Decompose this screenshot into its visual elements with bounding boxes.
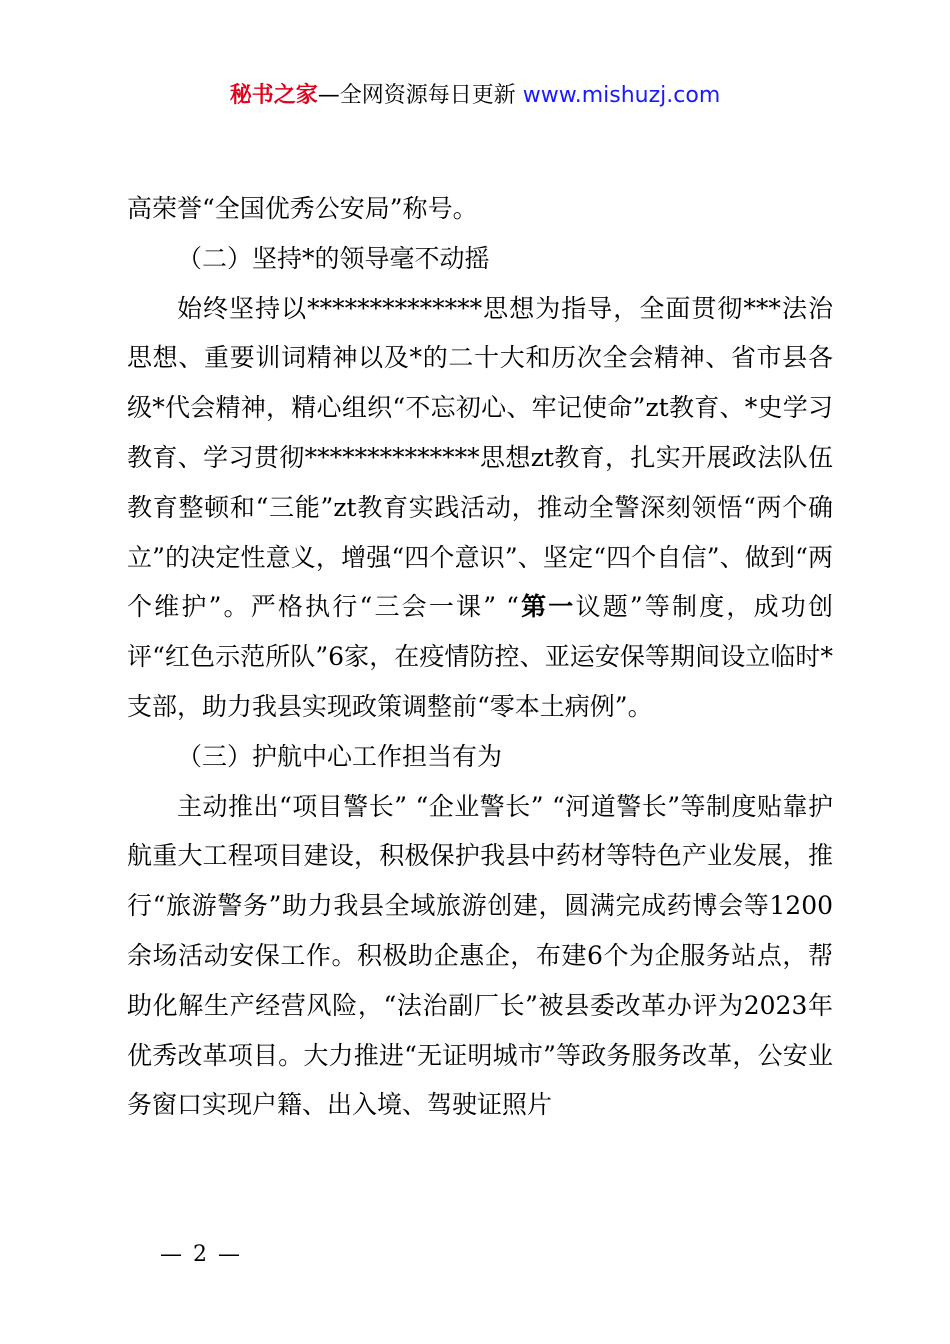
paragraph-center-work: 主动推出“项目警长” “企业警长” “河道警长”等制度贴靠护航重大工程项目建设，积极保护我县中药材等特色产业发展，推行“旅游警务”助力我县全域旅游创建，圆满完成药博会等1200余场活动安保工作。积极助企惠企，布建6个为企服务站点，帮助化解生产经营风险，“法治副厂长”被县委改革办评为2023年优秀改革项目。大力推进“无证明城市”等政务服务改革，公安业务窗口实现户籍、出入境、驾驶证照片 xyxy=(127,791,833,1120)
document-body xyxy=(127,184,833,1130)
header-tagline: —全网资源每日更新 xyxy=(317,83,523,108)
page-number: — 2 — xyxy=(160,1242,242,1267)
paragraph-leadership-text-b: 议题”等制度，成功创评“红色示范所队”6家，在疫情防控、亚运安保等期间设立临时*支部，助力我县实现政策调整前“零本土病例”。 xyxy=(127,592,833,721)
paragraph-leadership xyxy=(127,284,833,732)
section-heading-2: （二）坚持*的领导毫不动摇 xyxy=(177,243,490,273)
section-heading-3: （三）护航中心工作担当有为 xyxy=(177,741,503,771)
header-brand: 秘书之家 xyxy=(229,83,318,108)
header-url-link[interactable]: www.mishuzj.com xyxy=(522,83,721,108)
paragraph-continuation: 高荣誉“全国优秀公安局”称号。 xyxy=(127,194,478,223)
paragraph-leadership-text-a: 始终坚持以**************思想为指导，全面贯彻***法治思想、重要训词精神以及*的二十大和历次全会精神、省市县各级*代会精神，精心组织“不忘初心、牢记使命”zt教育、*史学习教育、学习贯彻**************思想zt教育，扎实开展政法队伍教育整顿和“三能”zt教育实践活动，推动全警深刻领悟“两个确立”的决定性意义，增强“四个意识”、坚定“四个自信”、做到“两个维护”。严格执行“三会一课” “ xyxy=(127,293,833,622)
paragraph-leadership-bold: 第一 xyxy=(518,592,576,622)
site-header xyxy=(0,80,950,112)
